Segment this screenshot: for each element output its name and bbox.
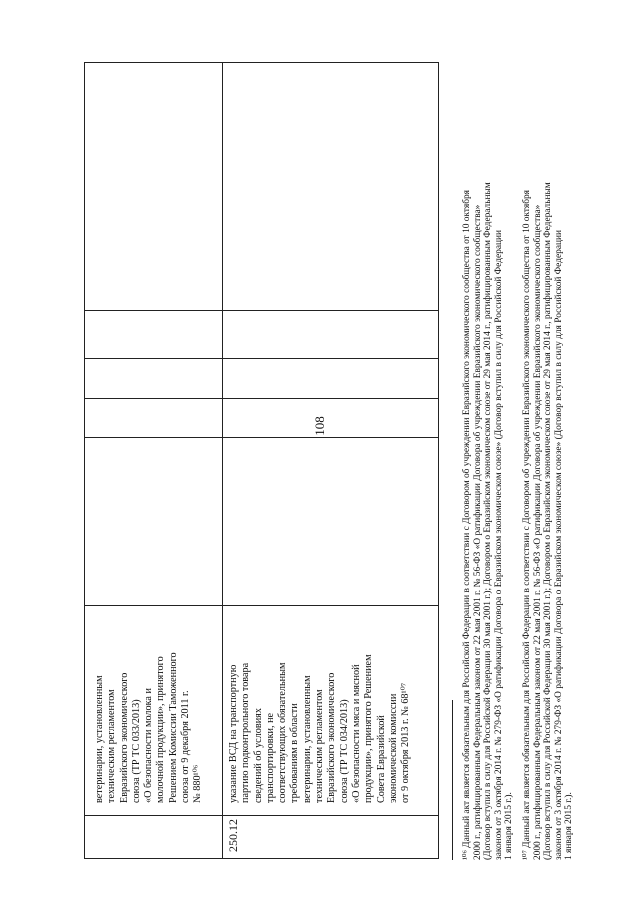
row2-description: указание ВСД на транспортную партию подконтрольного товара сведений об условиях транспортировки, не соответствующих обязательным требованиям в области ветеринарии, установленным техническим регламентом Евразийского экономического союза (ТР ТС 034/2013) «О безопасности мяса и мясной продукции», принятого Решением Совета Евразийской экономической комиссии от 9 октября 2013 г. № 68¹⁰⁷ (228, 654, 412, 803)
footnote-separator (452, 700, 453, 860)
footnote-107: ¹⁰⁷ Данный акт является обязательным для Российской Федерации в соответствии с Договором об учреждении Евразийского экономического сообщества от 10 октября 2000 г., ратифицированным Федеральным законом от 22 мая 2001 г. № 56-ФЗ «О ратификации Договора об учреждении Евразийского экономического сообщества» (Договор вступил в силу для Российской Федерации 30 мая 2001 г.); Договором о Евразийском экономическом союзе от 29 мая 2014 г., ратифицированным Федеральным законом от 3 октября 2014 г. № 279-ФЗ «О ратификации Договора о Евразийском экономическом союзе» (Договор вступил в силу для Российской Федерации 1 января 2015 г.). (522, 182, 575, 860)
row-divider (222, 62, 223, 858)
col-divider-2 (84, 605, 439, 606)
row2-code: 250.12 (226, 819, 240, 852)
row1-description: ветеринарии, установленным техническим регламентом Евразийского экономического союза (ТР ТС 033/2013) «О безопасности молока и молочной продукции», принятого Решением Комиссии Таможенного союза от 9 декабря 2011 г. № 880¹⁰⁶ (94, 652, 204, 803)
col-divider-5 (84, 358, 439, 359)
footnote-106: ¹⁰⁶ Данный акт является обязательным для Российской Федерации в соответствии с Договором об учреждении Евразийского экономического сообщества от 10 октября 2000 г., ратифицированным Федеральным законом от 22 мая 2001 г. № 56-ФЗ «О ратификации Договора об учреждении Евразийского экономического сообщества» (Договор вступил в силу для Российской Федерации 30 мая 2001 г.); Договором о Евразийском экономическом союзе от 29 мая 2014 г., ратифицированным Федеральным законом от 3 октября 2014 г. № 279-ФЗ «О ратификации Договора о Евразийском экономическом союзе» (Договор вступил в силу для Российской Федерации 1 января 2015 г.). (462, 182, 515, 860)
table-border-right (438, 62, 439, 858)
col-divider-1 (84, 815, 439, 816)
page-number: 108 (312, 416, 327, 436)
table-border-left (84, 62, 85, 858)
col-divider-6 (84, 310, 439, 311)
col-divider-4 (84, 398, 439, 399)
col-divider-3 (84, 437, 439, 438)
table-border-top (84, 62, 439, 63)
table-border-bottom (84, 858, 439, 859)
